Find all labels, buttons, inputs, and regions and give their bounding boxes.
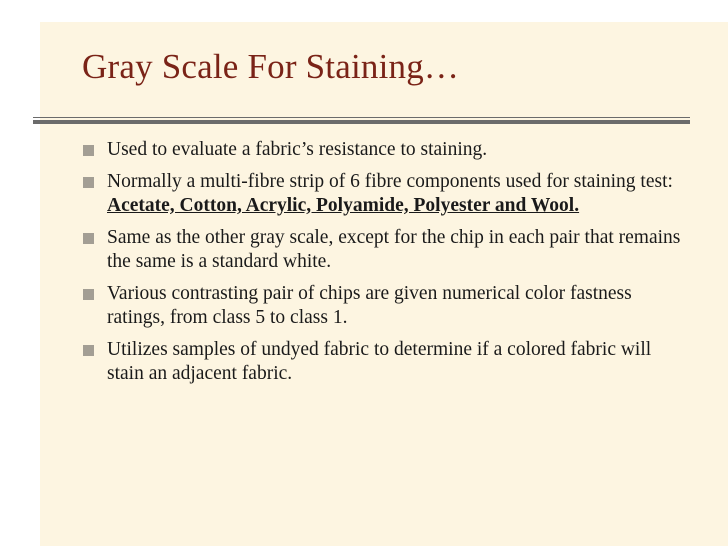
square-bullet-icon bbox=[83, 177, 94, 188]
left-border-strip bbox=[0, 0, 40, 546]
square-bullet-icon bbox=[83, 145, 94, 156]
top-border-strip bbox=[0, 0, 728, 22]
bullet-item-highlighted bbox=[82, 170, 692, 219]
square-bullet-icon bbox=[83, 345, 94, 356]
bullet-list bbox=[82, 138, 692, 394]
fibre-list-emphasis: Acetate, Cotton, Acrylic, Polyamide, Polyester and Wool. bbox=[107, 195, 580, 216]
bullet-item bbox=[82, 138, 692, 163]
bullet-item bbox=[82, 226, 692, 275]
title-divider-thin bbox=[33, 117, 690, 118]
square-bullet-icon bbox=[83, 289, 94, 300]
bullet-text: Used to evaluate a fabric’s resistance to staining. bbox=[107, 139, 488, 160]
bullet-text: Various contrasting pair of chips are given numerical color fastness ratings, from class 5 to class 1. bbox=[107, 282, 632, 328]
slide-title: Gray Scale For Staining… bbox=[82, 47, 460, 86]
bullet-text: Utilizes samples of undyed fabric to determine if a colored fabric will stain an adjacent fabric. bbox=[107, 338, 652, 384]
bullet-item bbox=[82, 282, 692, 331]
square-bullet-icon bbox=[83, 233, 94, 244]
bullet-text: Same as the other gray scale, except for the chip in each pair that remains the same is a standard white. bbox=[107, 226, 681, 272]
title-divider-thick bbox=[33, 120, 690, 124]
bullet-item bbox=[82, 338, 692, 387]
bullet-text: Normally a multi-fibre strip of 6 fibre components used for staining test: bbox=[107, 170, 673, 192]
